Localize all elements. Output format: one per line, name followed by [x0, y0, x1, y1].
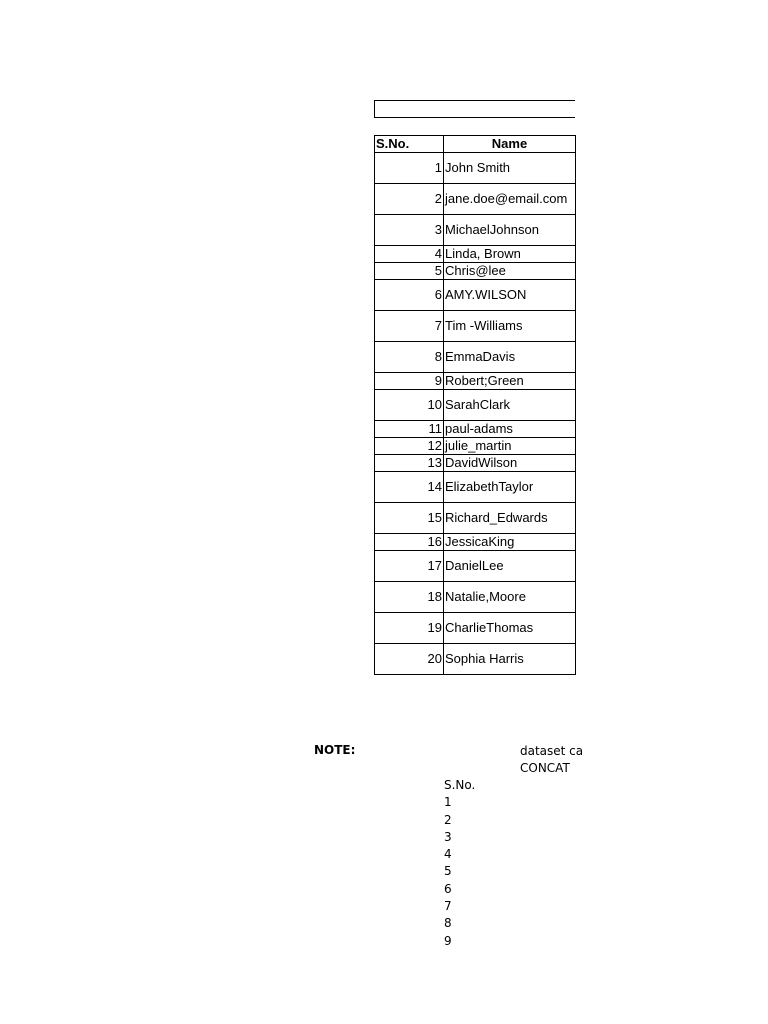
list-item: 3	[444, 829, 452, 844]
list-item: 2	[444, 812, 452, 827]
sno-cell[interactable]: 11	[375, 421, 444, 438]
name-cell[interactable]: CharlieThomas	[444, 613, 576, 644]
list-item: 7	[444, 899, 452, 914]
table-row	[375, 582, 576, 613]
list-item: 4	[444, 847, 452, 862]
names-table	[374, 135, 576, 675]
table-row	[375, 438, 576, 455]
table-row	[375, 503, 576, 534]
sno-column-header[interactable]: S.No.	[375, 136, 444, 153]
name-cell[interactable]: jane.doe@email.com	[444, 184, 576, 215]
name-cell[interactable]: julie_martin	[444, 438, 576, 455]
table-row	[375, 184, 576, 215]
sno-sublist	[444, 777, 475, 950]
sublist-header: S.No.	[444, 778, 476, 792]
table-row	[375, 215, 576, 246]
name-cell[interactable]: Linda, Brown	[444, 246, 576, 263]
sno-cell[interactable]: 3	[375, 215, 444, 246]
name-cell[interactable]: Sophia Harris	[444, 644, 576, 675]
sno-cell[interactable]: 14	[375, 472, 444, 503]
table-row	[375, 390, 576, 421]
table-row	[375, 421, 576, 438]
sno-cell[interactable]: 8	[375, 342, 444, 373]
list-item: 1	[444, 795, 452, 810]
table-row	[375, 373, 576, 390]
list-item: 6	[444, 881, 452, 896]
sno-cell[interactable]: 17	[375, 551, 444, 582]
sno-cell[interactable]: 13	[375, 455, 444, 472]
name-cell[interactable]: Richard_Edwards	[444, 503, 576, 534]
name-cell[interactable]: John Smith	[444, 153, 576, 184]
name-cell[interactable]: paul-adams	[444, 421, 576, 438]
sno-cell[interactable]: 12	[375, 438, 444, 455]
table-header-row	[375, 136, 576, 153]
table-row	[375, 644, 576, 675]
table-title-cell[interactable]	[374, 100, 575, 118]
table-row	[375, 551, 576, 582]
table-row	[375, 263, 576, 280]
name-cell[interactable]: ElizabethTaylor	[444, 472, 576, 503]
sno-cell[interactable]: 19	[375, 613, 444, 644]
name-cell[interactable]: SarahClark	[444, 390, 576, 421]
name-cell[interactable]: AMY.WILSON	[444, 280, 576, 311]
sno-cell[interactable]: 18	[375, 582, 444, 613]
table-row	[375, 613, 576, 644]
table-row	[375, 342, 576, 373]
name-cell[interactable]: MichaelJohnson	[444, 215, 576, 246]
name-cell[interactable]: DavidWilson	[444, 455, 576, 472]
note-text-block	[440, 744, 584, 778]
table-row	[375, 246, 576, 263]
sno-cell[interactable]: 10	[375, 390, 444, 421]
table-row	[375, 472, 576, 503]
table-row	[375, 311, 576, 342]
sno-cell[interactable]: 15	[375, 503, 444, 534]
name-cell[interactable]: JessicaKing	[444, 534, 576, 551]
sno-cell[interactable]: 1	[375, 153, 444, 184]
sno-cell[interactable]: 7	[375, 311, 444, 342]
list-item: 9	[444, 933, 452, 948]
sno-cell[interactable]: 9	[375, 373, 444, 390]
name-cell[interactable]: Chris@lee	[444, 263, 576, 280]
sno-cell[interactable]: 16	[375, 534, 444, 551]
sno-cell[interactable]: 6	[375, 280, 444, 311]
note-line-1: dataset ca	[520, 744, 584, 758]
name-column-header[interactable]: Name	[444, 136, 576, 153]
table-row	[375, 280, 576, 311]
name-cell[interactable]: DanielLee	[444, 551, 576, 582]
sno-cell[interactable]: 4	[375, 246, 444, 263]
list-item: 5	[444, 864, 452, 879]
table-row	[375, 153, 576, 184]
note-line-2: CONCAT	[520, 761, 570, 775]
name-cell[interactable]: Robert;Green	[444, 373, 576, 390]
list-item: 8	[444, 916, 452, 931]
name-cell[interactable]: Tim -Williams	[444, 311, 576, 342]
name-cell[interactable]: Natalie,Moore	[444, 582, 576, 613]
note-label: NOTE:	[314, 743, 356, 757]
table-row	[375, 455, 576, 472]
sno-cell[interactable]: 5	[375, 263, 444, 280]
sno-cell[interactable]: 20	[375, 644, 444, 675]
names-table-container	[374, 135, 576, 675]
sno-cell[interactable]: 2	[375, 184, 444, 215]
table-row	[375, 534, 576, 551]
name-cell[interactable]: EmmaDavis	[444, 342, 576, 373]
